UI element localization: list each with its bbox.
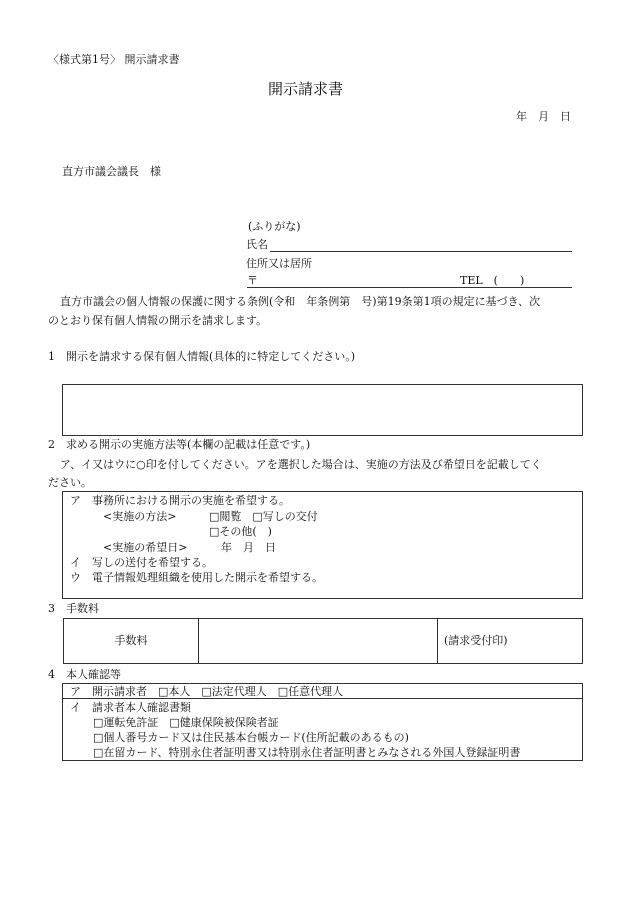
- method-option-1[interactable]: □閲覧 □写しの交付: [209, 510, 318, 523]
- section-2-heading: 2 求める開示の実施方法等(本欄の記載は任意です。): [48, 438, 311, 451]
- section-2-instruction-2: ださい。: [48, 476, 92, 489]
- address-label: 住所又は居所: [246, 257, 312, 270]
- name-label: 氏名: [246, 238, 268, 251]
- intro-line-1: 直方市議会の個人情報の保護に関する条例(令和 年条例第 号)第19条第1項の規定に基づき、次: [60, 295, 541, 308]
- addressee: 直方市議会議長 様: [62, 165, 161, 178]
- method-option-2[interactable]: □その他( ): [209, 525, 272, 538]
- section-3-heading: 3 手数料: [48, 602, 99, 615]
- tel-label: TEL ( ): [460, 274, 525, 287]
- page-title: 開示請求書: [268, 80, 344, 98]
- option-i[interactable]: イ 写しの送付を希望する。: [70, 556, 213, 569]
- desired-date[interactable]: 年 月 日: [221, 541, 276, 554]
- method-label: <実施の方法>: [103, 510, 177, 523]
- section-4-heading: 4 本人確認等: [48, 668, 121, 681]
- name-field[interactable]: [270, 251, 572, 252]
- fee-table: [63, 618, 583, 664]
- option-u[interactable]: ウ 電子情報処理組織を使用した開示を希望する。: [70, 571, 323, 584]
- fee-value[interactable]: [199, 619, 438, 664]
- identity-doc-1[interactable]: □運転免許証 □健康保険被保険者証: [93, 716, 279, 729]
- option-a[interactable]: ア 事務所における開示の実施を希望する。: [70, 494, 290, 507]
- identity-row-i: イ 請求者本人確認書類: [70, 701, 191, 714]
- postal-mark: 〒: [247, 274, 258, 287]
- identity-doc-3[interactable]: □在留カード、特別永住者証明書又は特別永住者証明書とみなされる外国人登録証明書: [93, 746, 521, 759]
- fee-label: 手数料: [64, 619, 199, 664]
- address-field[interactable]: [247, 287, 572, 288]
- furigana-label: (ふりがな): [248, 220, 301, 233]
- form-number: 〈様式第1号〉 開示請求書: [48, 53, 180, 66]
- reception-stamp-label: (請求受付印): [438, 619, 583, 664]
- section-2-instruction-1: ア、イ又はウに○印を付してください。アを選択した場合は、実施の方法及び希望日を記載してく: [60, 458, 542, 471]
- requested-info-field[interactable]: [62, 384, 583, 436]
- date-line: 年 月 日: [516, 110, 571, 123]
- identity-doc-2[interactable]: □個人番号カード又は住民基本台帳カード(住所記載のあるもの): [93, 731, 409, 744]
- identity-row-a[interactable]: ア 開示請求者 □本人 □法定代理人 □任意代理人: [70, 685, 344, 698]
- section-1-heading: 1 開示を請求する保有個人情報(具体的に特定してください。): [48, 350, 356, 363]
- date-label: <実施の希望日>: [103, 541, 188, 554]
- intro-line-2: のとおり保有個人情報の開示を請求します。: [48, 314, 268, 327]
